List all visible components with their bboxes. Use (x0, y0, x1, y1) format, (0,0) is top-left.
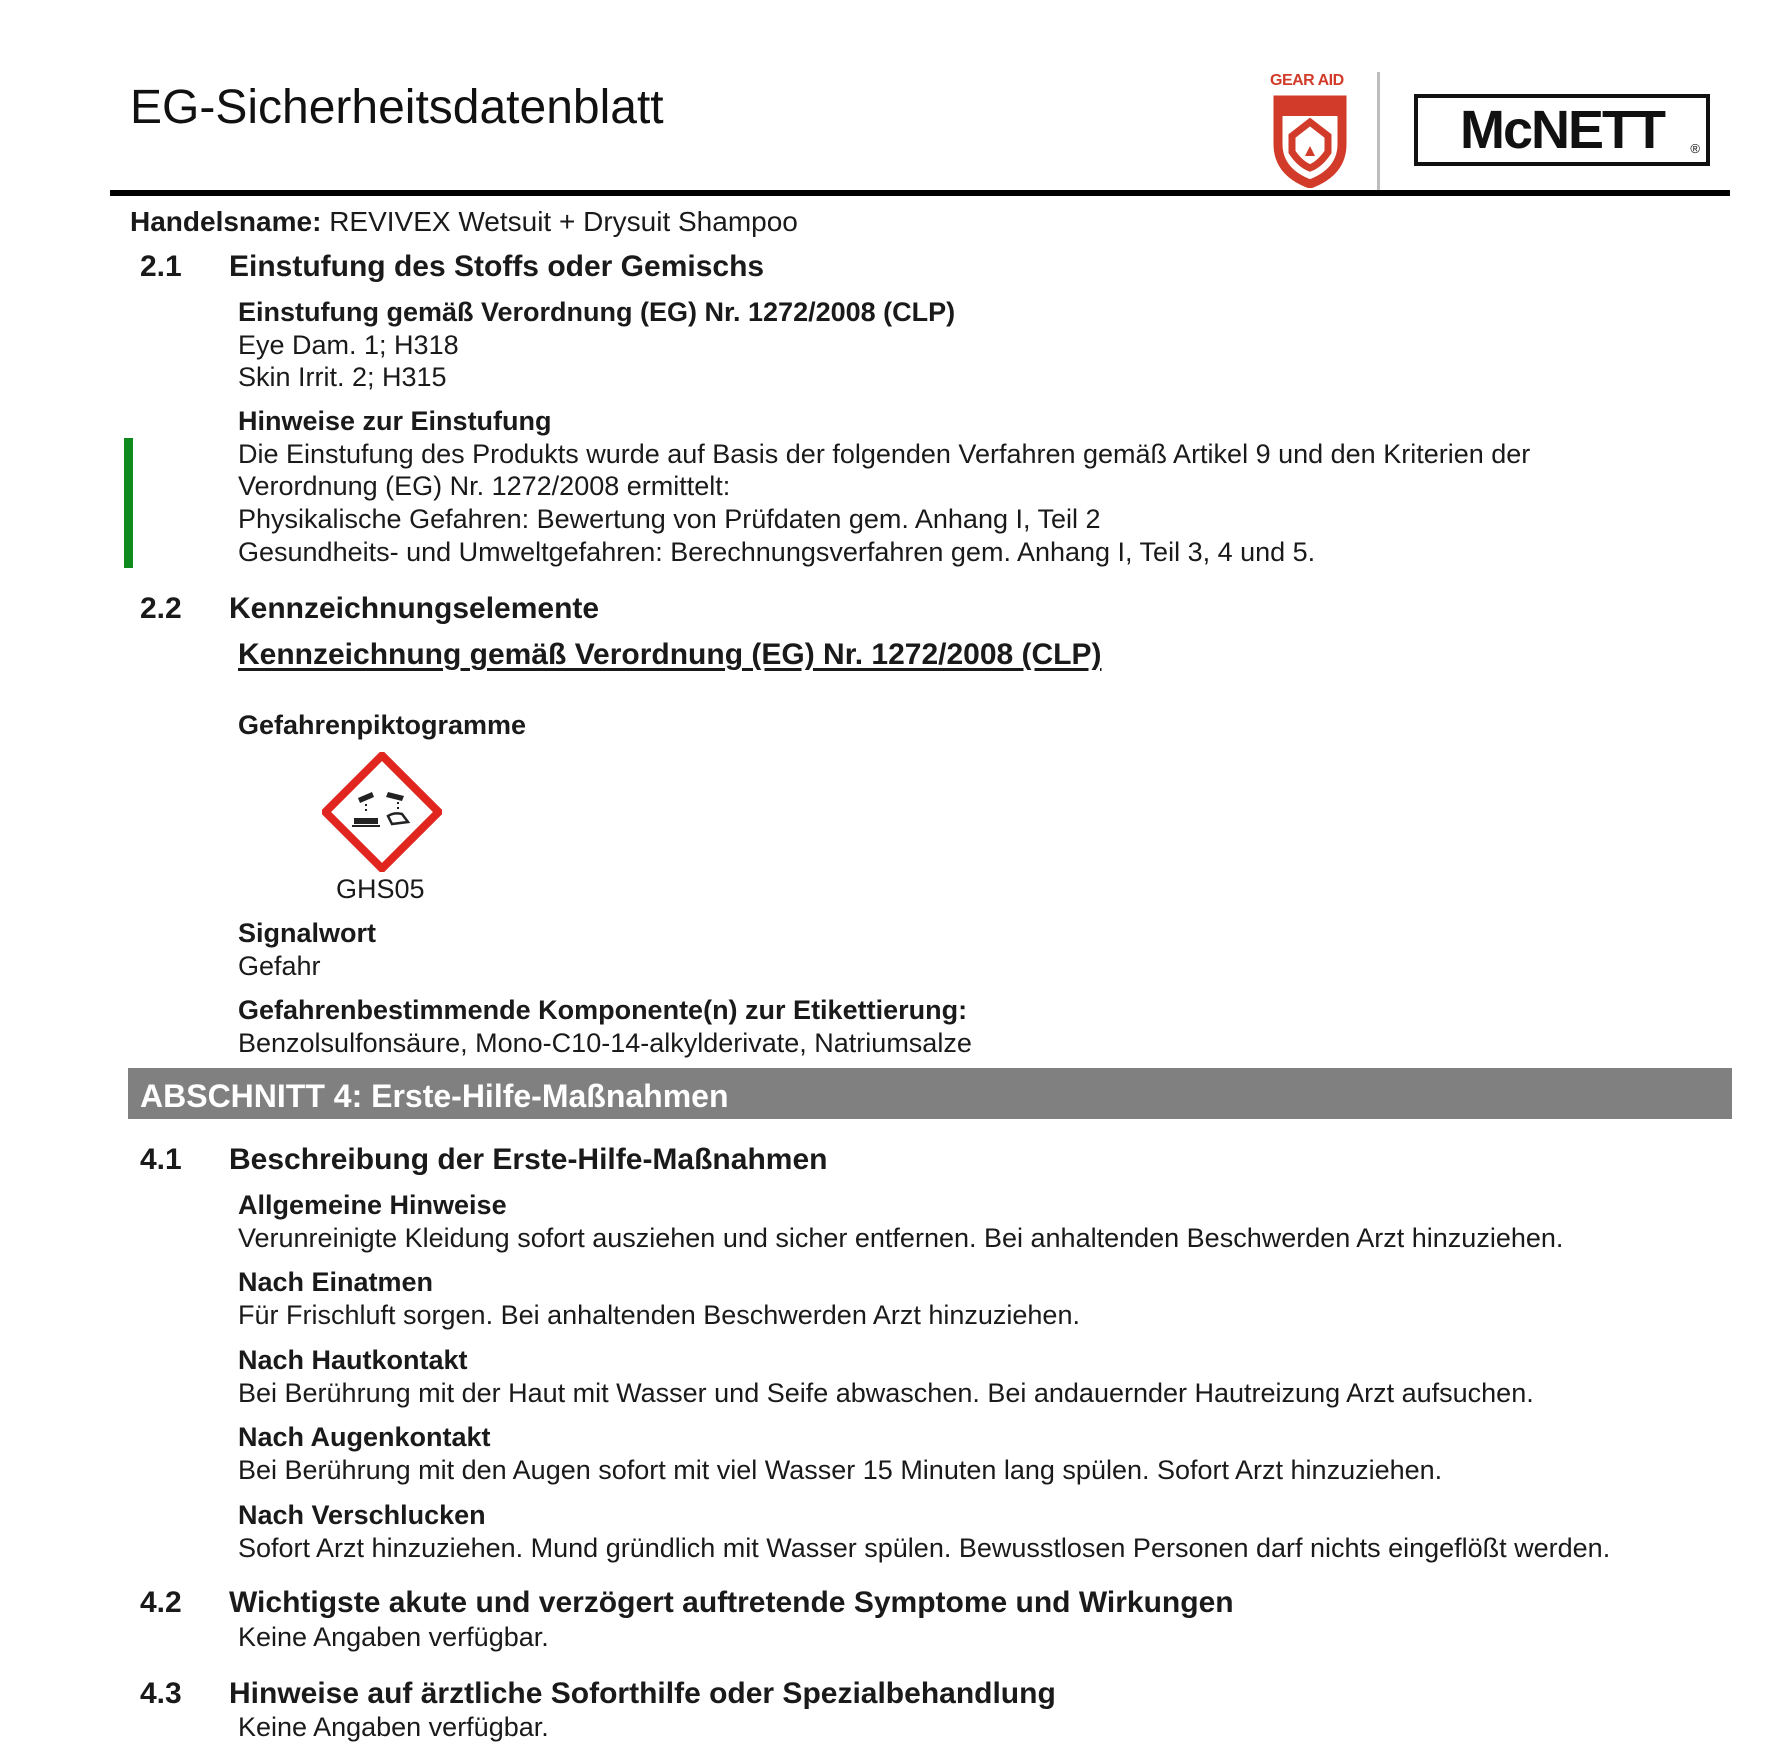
signal-word: Gefahr (238, 951, 321, 981)
classification-notes-line: Gesundheits- und Umweltgefahren: Berechnungsverfahren gem. Anhang I, Teil 3, 4 und 5. (238, 537, 1316, 567)
trade-name-value: REVIVEX Wetsuit + Drysuit Shampoo (329, 206, 798, 237)
pictogram-code: GHS05 (336, 874, 425, 904)
classification-notes-line: Die Einstufung des Produkts wurde auf Basis der folgenden Verfahren gemäß Artikel 9 und den Kriterien der (238, 439, 1531, 469)
section-4-title: ABSCHNITT 4: Erste-Hilfe-Maßnahmen (140, 1078, 729, 1114)
section-2-1-title: Einstufung des Stoffs oder Gemischs (229, 250, 765, 283)
classification-notes-line: Physikalische Gefahren: Bewertung von Prüfdaten gem. Anhang I, Teil 2 (238, 504, 1101, 534)
first-aid-item-text: Verunreinigte Kleidung sofort ausziehen und sicher entfernen. Bei anhaltenden Beschwerden Arzt hinzuziehen. (238, 1223, 1564, 1253)
first-aid-item-text: Bei Berührung mit den Augen sofort mit viel Wasser 15 Minuten lang spülen. Sofort Arzt hinzuziehen. (238, 1455, 1443, 1485)
trade-name (130, 206, 798, 238)
classification-line: Eye Dam. 1; H318 (238, 330, 459, 360)
section-4-2-text: Keine Angaben verfügbar. (238, 1622, 549, 1652)
ghs05-corrosion-icon (322, 752, 442, 872)
first-aid-item-text: Sofort Arzt hinzuziehen. Mund gründlich mit Wasser spülen. Bewusstlosen Personen darf nichts eingeflößt werden. (238, 1533, 1611, 1563)
first-aid-item-heading: Nach Augenkontakt (238, 1422, 491, 1452)
classification-notes-line: Verordnung (EG) Nr. 1272/2008 ermittelt: (238, 471, 731, 501)
section-2-2-number: 2.2 (140, 592, 182, 625)
section-4-1-title: Beschreibung der Erste-Hilfe-Maßnahmen (229, 1143, 828, 1176)
first-aid-item-heading: Allgemeine Hinweise (238, 1190, 507, 1220)
gearaid-logo-text: GEAR AID (1270, 72, 1344, 89)
revision-marker-bar (124, 438, 133, 568)
section-4-2-number: 4.2 (140, 1586, 182, 1619)
gearaid-shield-icon (1272, 92, 1348, 188)
first-aid-item-text: Für Frischluft sorgen. Bei anhaltenden Beschwerden Arzt hinzuziehen. (238, 1300, 1080, 1330)
header-rule (110, 190, 1730, 196)
section-4-3-title: Hinweise auf ärztliche Soforthilfe oder Spezialbehandlung (229, 1677, 1056, 1710)
signal-word-heading: Signalwort (238, 918, 377, 948)
first-aid-item-heading: Nach Verschlucken (238, 1500, 486, 1530)
clp-classification-heading: Einstufung gemäß Verordnung (EG) Nr. 1272/2008 (CLP) (238, 297, 956, 327)
registered-mark: ® (1690, 141, 1700, 156)
section-2-2-title: Kennzeichnungselemente (229, 592, 600, 625)
mcnett-logo (1414, 94, 1710, 166)
brand-logos (1270, 68, 1720, 192)
mcnett-logo-text: McNETT (1460, 100, 1664, 160)
section-4-3-text: Keine Angaben verfügbar. (238, 1712, 549, 1742)
first-aid-item-text: Bei Berührung mit der Haut mit Wasser und Seife abwaschen. Bei andauernder Hautreizung Arzt aufsuchen. (238, 1378, 1534, 1408)
section-4-1-number: 4.1 (140, 1143, 182, 1176)
trade-name-label: Handelsname: (130, 206, 322, 237)
first-aid-item-heading: Nach Einatmen (238, 1267, 434, 1297)
document-title: EG-Sicherheitsdatenblatt (130, 81, 664, 134)
hazard-components: Benzolsulfonsäure, Mono-C10-14-alkylderivate, Natriumsalze (238, 1028, 972, 1058)
first-aid-item-heading: Nach Hautkontakt (238, 1345, 468, 1375)
section-4-3-number: 4.3 (140, 1677, 182, 1710)
section-4-2-title: Wichtigste akute und verzögert auftretende Symptome und Wirkungen (229, 1586, 1234, 1619)
classification-notes-heading: Hinweise zur Einstufung (238, 406, 552, 436)
logo-divider (1377, 72, 1380, 190)
pictograms-heading: Gefahrenpiktogramme (238, 710, 527, 740)
hazard-components-heading: Gefahrenbestimmende Komponente(n) zur Etikettierung: (238, 995, 968, 1025)
clp-labelling-heading: Kennzeichnung gemäß Verordnung (EG) Nr. 1272/2008 (CLP) (238, 638, 1102, 671)
classification-line: Skin Irrit. 2; H315 (238, 362, 447, 392)
section-4-banner (128, 1068, 1732, 1119)
section-2-1-number: 2.1 (140, 250, 182, 283)
